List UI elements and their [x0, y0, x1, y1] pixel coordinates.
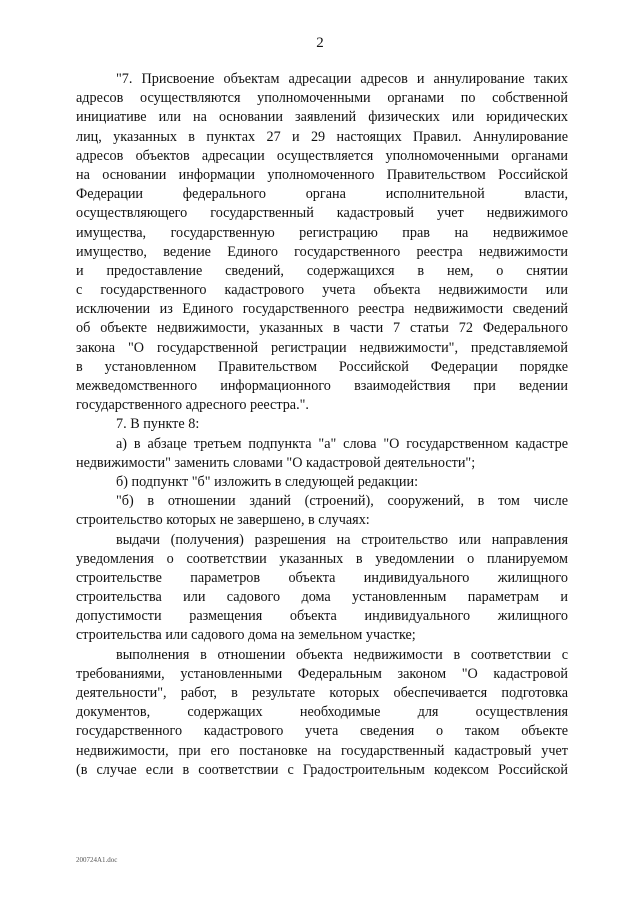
text-line: б) подпункт "б" изложить в следующей редакции: [116, 473, 419, 490]
text-line: строительстве параметров объекта индивидуального жилищного [76, 569, 568, 586]
text-line: государственного кадастрового учета сведения о таком объекте [76, 723, 568, 740]
paragraph-p7 [76, 70, 568, 415]
text-line: а) в абзаце третьем подпункта "а" слова "О государственном кадастре [116, 435, 568, 452]
text-line: строительства или садового дома установленным параметрам и [76, 589, 568, 606]
text-line: "б) в отношении зданий (строений), сооружений, в том числе [116, 493, 568, 510]
text-line: недвижимости" заменить словами "О кадастровой деятельности"; [76, 454, 476, 471]
text-line: межведомственного информационного взаимодействия при ведении [76, 378, 568, 394]
text-line: адресов осуществляются уполномоченными органами по собственной [76, 90, 568, 107]
text-line: об объекте недвижимости, указанных в части 7 статьи 72 Федерального [76, 320, 568, 337]
text-line: Федерации федерального органа исполнительной власти, [76, 186, 568, 203]
paragraph-p-b [76, 473, 568, 492]
text-line: инициативе или на основании заявлений физических или юридических [76, 109, 568, 126]
page-number: 2 [316, 35, 324, 51]
text-line: требованиями, установленными Федеральным законом "О кадастровой [76, 665, 568, 682]
text-line: документов, содержащих необходимые для осуществления [76, 704, 568, 721]
paragraph-p-item7 [76, 415, 568, 434]
document-body [76, 70, 568, 780]
text-line: и предоставление сведений, содержащихся в нем, о снятии [76, 262, 568, 279]
text-line: выполнения в отношении объекта недвижимости в соответствии с [116, 646, 568, 663]
text-line: строительства или садового дома на земельном участке; [76, 627, 416, 644]
text-line: имущества, государственную регистрацию прав на недвижимое [76, 224, 568, 241]
text-line: допустимости размещения объекта индивидуального жилищного [76, 608, 568, 625]
paragraph-p-b-text [76, 492, 568, 530]
text-line: недвижимости, при его постановке на государственный кадастровый учет [76, 742, 568, 759]
text-line: (в случае если в соответствии с Градостроительным кодексом Российской [76, 761, 568, 778]
text-line: осуществляющего государственный кадастровый учет недвижимого [76, 205, 568, 222]
text-line: исключении из Единого государственного реестра недвижимости сведений [76, 301, 568, 318]
paragraph-p-works [76, 646, 568, 780]
paragraph-p-a [76, 435, 568, 473]
text-line: строительство которых не завершено, в случаях: [76, 512, 370, 529]
text-line: с государственного кадастрового учета объекта недвижимости или [76, 282, 568, 299]
paragraph-p-issue [76, 531, 568, 646]
text-line: государственного адресного реестра.". [76, 397, 309, 414]
text-line: на основании информации уполномоченного Правительством Российской [76, 166, 568, 183]
text-line: адресов объектов адресации осуществляется уполномоченными органами [76, 147, 568, 164]
text-line: уведомления о соответствии указанных в уведомлении о планируемом [76, 550, 568, 567]
text-line: выдачи (получения) разрешения на строительство или направления [116, 531, 568, 548]
text-line: "7. Присвоение объектам адресации адресов и аннулирование таких [116, 71, 568, 87]
text-line: закона "О государственной регистрации недвижимости", представляемой [76, 339, 568, 356]
text-line: деятельности", работ, в результате которых обеспечивается подготовка [76, 685, 568, 701]
text-line: лиц, указанных в пунктах 27 и 29 настоящих Правил. Аннулирование [76, 128, 568, 145]
text-line: в установленном Правительством Российской Федерации порядке [76, 358, 568, 375]
text-line: 7. В пункте 8: [116, 416, 200, 433]
text-line: имущество, ведение Единого государственного реестра недвижимости [76, 243, 568, 260]
footer-file-code: 200724A1.doc [76, 856, 118, 864]
